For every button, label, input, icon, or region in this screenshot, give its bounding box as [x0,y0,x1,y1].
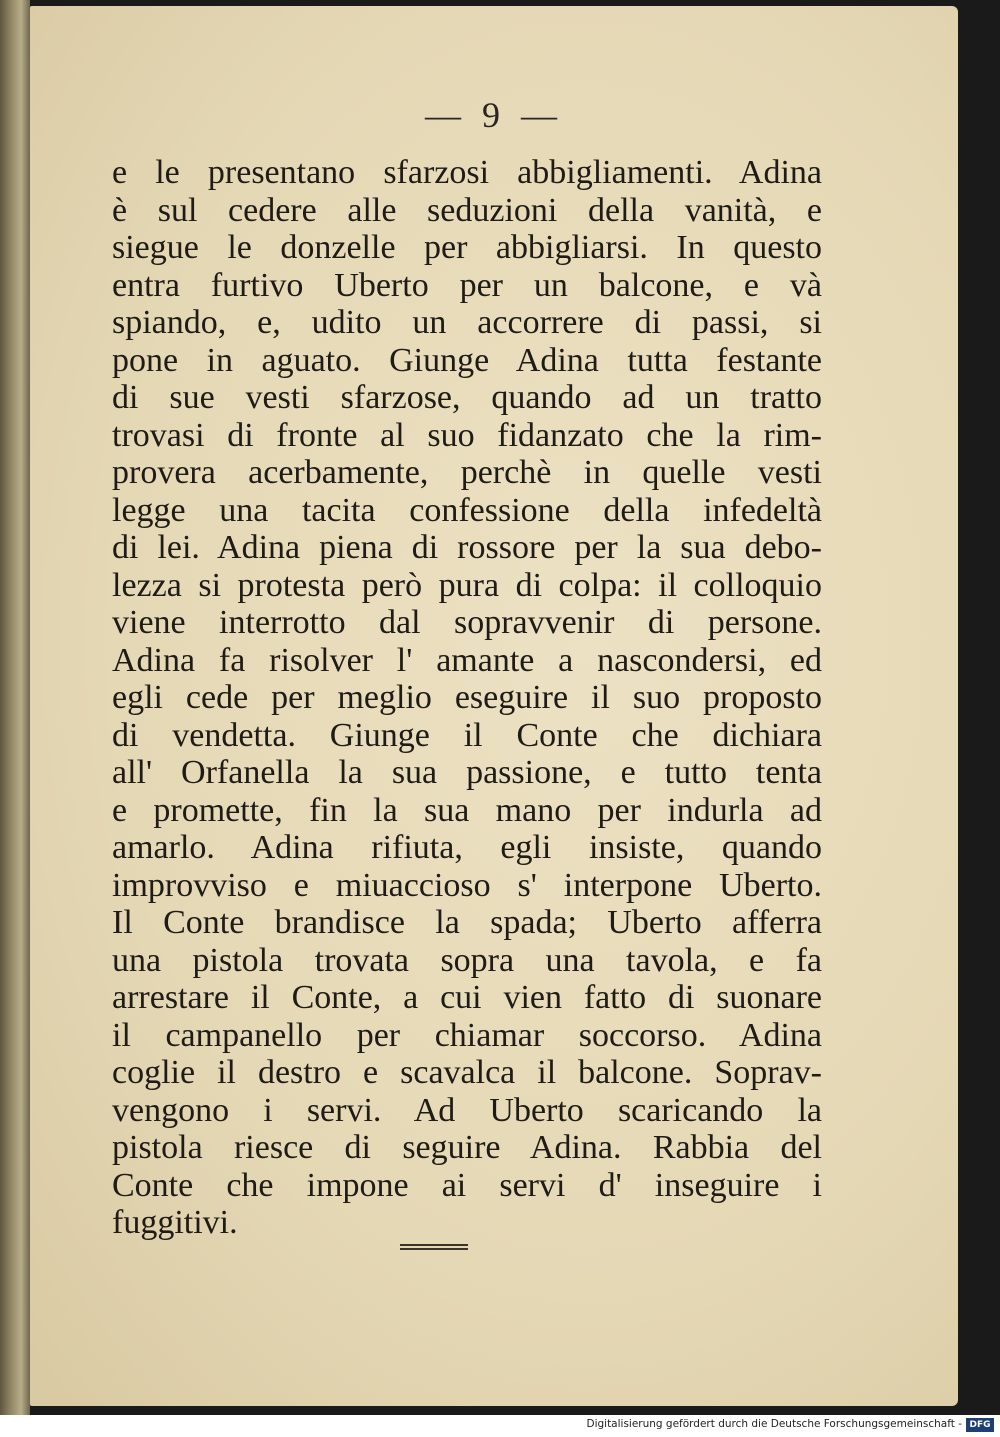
text-line: arrestare il Conte, a cui vien fatto di suonare [112,979,822,1016]
text-line: fuggitivi. [112,1204,238,1241]
text-line: improvviso e miuaccioso s' interpone Uberto. [112,866,822,904]
text-line: entra furtivo Uberto per un balcone, e và [112,266,822,304]
text-line: Il Conte brandisce la spada; Uberto afferra [112,904,822,941]
footer-bar [0,1415,1000,1437]
text-line: legge una tacita confessione della infedeltà [112,491,822,529]
text-line: è sul cedere alle seduzioni della vanità, e [112,191,822,229]
text-line: provera acerbamente, perchè in quelle vesti [112,454,822,491]
text-line: pone in aguato. Giunge Adina tutta festante [112,341,822,379]
end-ornament [400,1244,468,1254]
body-text [112,154,822,1242]
text-line: Conte che impone ai servi d' inseguire i [112,1166,822,1204]
text-line: viene interrotto dal sopravvenir di persone. [112,604,822,641]
text-line: una pistola trovata sopra una tavola, e fa [112,941,822,979]
funding-credit: Digitalisierung gefördert durch die Deutsche Forschungsgemeinschaft - [586,1418,962,1430]
text-line: Adina fa risolver l' amante a nascondersi, ed [112,641,822,679]
text-line: e le presentano sfarzosi abbigliamenti. Adina [112,154,822,191]
text-line: spiando, e, udito un accorrere di passi, si [112,304,822,341]
text-line: siegue le donzelle per abbigliarsi. In questo [112,229,822,266]
text-line: egli cede per meglio eseguire il suo proposto [112,679,822,716]
text-line: di vendetta. Giunge il Conte che dichiara [112,716,822,754]
book-edge [0,0,30,1415]
text-line: lezza si protesta però pura di colpa: il colloquio [112,566,822,604]
text-line: trovasi di fronte al suo fidanzato che la rim- [112,416,822,454]
text-line: pistola riesce di seguire Adina. Rabbia del [112,1129,822,1166]
text-line: e promette, fin la sua mano per indurla ad [112,791,822,829]
dfg-logo: DFG [966,1418,994,1432]
text-line: il campanello per chiamar soccorso. Adina [112,1016,822,1054]
text-line: vengono i servi. Ad Uberto scaricando la [112,1091,822,1129]
text-line: all' Orfanella la sua passione, e tutto tenta [112,754,822,791]
text-line: coglie il destro e scavalca il balcone. Soprav- [112,1054,822,1091]
book-page [30,6,958,1406]
text-line: di sue vesti sfarzose, quando ad un tratto [112,379,822,416]
text-line: di lei. Adina piena di rossore per la sua debo- [112,529,822,566]
text-line: amarlo. Adina rifiuta, egli insiste, quando [112,829,822,866]
page-number: — 9 — [425,95,563,135]
